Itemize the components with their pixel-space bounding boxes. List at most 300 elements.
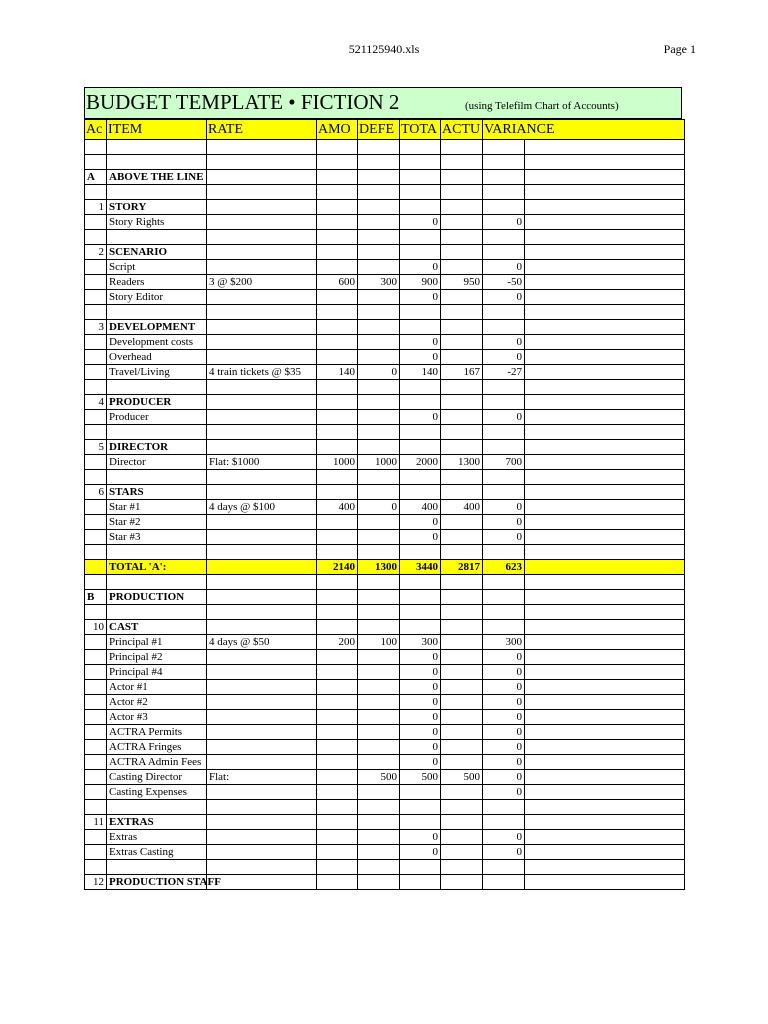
item-cell[interactable]: DEVELOPMENT [107, 320, 207, 335]
item-cell[interactable] [107, 575, 207, 590]
empty-cell[interactable] [525, 815, 685, 830]
item-cell[interactable]: Readers [107, 275, 207, 290]
amount-cell[interactable] [317, 770, 358, 785]
variance-cell[interactable]: -27 [483, 365, 525, 380]
amount-cell[interactable] [317, 320, 358, 335]
variance-cell[interactable] [483, 485, 525, 500]
deferral-cell[interactable] [358, 755, 400, 770]
account-cell[interactable] [85, 845, 107, 860]
total-cell[interactable]: 0 [400, 260, 441, 275]
col-actual-header[interactable]: ACTU [441, 120, 483, 140]
actual-cell[interactable] [441, 590, 483, 605]
deferral-cell[interactable] [358, 695, 400, 710]
deferral-cell[interactable] [358, 155, 400, 170]
amount-cell[interactable] [317, 410, 358, 425]
amount-cell[interactable] [317, 170, 358, 185]
variance-cell[interactable] [483, 815, 525, 830]
item-cell[interactable]: ACTRA Fringes [107, 740, 207, 755]
empty-cell[interactable] [525, 155, 685, 170]
total-cell[interactable]: 0 [400, 665, 441, 680]
amount-cell[interactable] [317, 185, 358, 200]
rate-cell[interactable] [207, 710, 317, 725]
variance-cell[interactable] [483, 380, 525, 395]
rate-cell[interactable]: 4 train tickets @ $35 [207, 365, 317, 380]
amount-cell[interactable]: 1000 [317, 455, 358, 470]
col-amount-header[interactable]: AMO [317, 120, 358, 140]
account-cell[interactable]: 2 [85, 245, 107, 260]
empty-cell[interactable] [525, 725, 685, 740]
deferral-cell[interactable] [358, 530, 400, 545]
total-cell[interactable]: 0 [400, 530, 441, 545]
rate-cell[interactable] [207, 755, 317, 770]
actual-cell[interactable] [441, 740, 483, 755]
amount-cell[interactable] [317, 725, 358, 740]
variance-cell[interactable]: 0 [483, 725, 525, 740]
rate-cell[interactable] [207, 875, 317, 890]
deferral-cell[interactable] [358, 230, 400, 245]
rate-cell[interactable] [207, 695, 317, 710]
rate-cell[interactable] [207, 410, 317, 425]
deferral-cell[interactable] [358, 425, 400, 440]
actual-cell[interactable] [441, 155, 483, 170]
item-cell[interactable]: STARS [107, 485, 207, 500]
variance-cell[interactable]: 700 [483, 455, 525, 470]
total-cell[interactable] [400, 815, 441, 830]
total-cell[interactable]: 0 [400, 290, 441, 305]
account-cell[interactable] [85, 410, 107, 425]
actual-cell[interactable] [441, 755, 483, 770]
account-cell[interactable] [85, 710, 107, 725]
account-cell[interactable] [85, 560, 107, 575]
amount-cell[interactable]: 140 [317, 365, 358, 380]
item-cell[interactable]: Development costs [107, 335, 207, 350]
actual-cell[interactable] [441, 200, 483, 215]
account-cell[interactable] [85, 830, 107, 845]
rate-cell[interactable]: Flat: [207, 770, 317, 785]
variance-cell[interactable]: 623 [483, 560, 525, 575]
account-cell[interactable] [85, 305, 107, 320]
empty-cell[interactable] [525, 560, 685, 575]
empty-cell[interactable] [525, 410, 685, 425]
variance-cell[interactable] [483, 620, 525, 635]
total-cell[interactable]: 0 [400, 755, 441, 770]
amount-cell[interactable] [317, 545, 358, 560]
empty-cell[interactable] [525, 710, 685, 725]
actual-cell[interactable] [441, 710, 483, 725]
rate-cell[interactable] [207, 605, 317, 620]
account-cell[interactable]: 4 [85, 395, 107, 410]
account-cell[interactable]: 12 [85, 875, 107, 890]
empty-cell[interactable] [525, 350, 685, 365]
empty-cell[interactable] [525, 755, 685, 770]
rate-cell[interactable] [207, 470, 317, 485]
item-cell[interactable]: TOTAL 'A': [107, 560, 207, 575]
empty-cell[interactable] [525, 335, 685, 350]
deferral-cell[interactable]: 500 [358, 770, 400, 785]
account-cell[interactable] [85, 635, 107, 650]
actual-cell[interactable] [441, 695, 483, 710]
empty-cell[interactable] [525, 470, 685, 485]
item-cell[interactable]: PRODUCER [107, 395, 207, 410]
rate-cell[interactable] [207, 785, 317, 800]
amount-cell[interactable] [317, 230, 358, 245]
actual-cell[interactable] [441, 410, 483, 425]
amount-cell[interactable]: 400 [317, 500, 358, 515]
rate-cell[interactable] [207, 215, 317, 230]
empty-cell[interactable] [525, 650, 685, 665]
actual-cell[interactable] [441, 650, 483, 665]
item-cell[interactable]: EXTRAS [107, 815, 207, 830]
rate-cell[interactable] [207, 260, 317, 275]
variance-cell[interactable] [483, 155, 525, 170]
total-cell[interactable]: 2000 [400, 455, 441, 470]
amount-cell[interactable] [317, 440, 358, 455]
deferral-cell[interactable] [358, 395, 400, 410]
empty-cell[interactable] [525, 875, 685, 890]
variance-cell[interactable] [483, 545, 525, 560]
item-cell[interactable]: ACTRA Admin Fees [107, 755, 207, 770]
empty-cell[interactable] [85, 140, 107, 155]
account-cell[interactable] [85, 155, 107, 170]
deferral-cell[interactable] [358, 185, 400, 200]
rate-cell[interactable] [207, 590, 317, 605]
empty-cell[interactable] [525, 215, 685, 230]
item-cell[interactable]: ABOVE THE LINE [107, 170, 207, 185]
deferral-cell[interactable] [358, 260, 400, 275]
deferral-cell[interactable] [358, 305, 400, 320]
amount-cell[interactable] [317, 605, 358, 620]
total-cell[interactable]: 140 [400, 365, 441, 380]
item-cell[interactable]: PRODUCTION [107, 590, 207, 605]
actual-cell[interactable] [441, 860, 483, 875]
total-cell[interactable]: 400 [400, 500, 441, 515]
actual-cell[interactable] [441, 530, 483, 545]
variance-cell[interactable] [483, 605, 525, 620]
amount-cell[interactable] [317, 740, 358, 755]
deferral-cell[interactable] [358, 725, 400, 740]
account-cell[interactable] [85, 860, 107, 875]
account-cell[interactable] [85, 530, 107, 545]
col-variance-header[interactable]: VARIANCE [483, 120, 685, 140]
total-cell[interactable] [400, 170, 441, 185]
rate-cell[interactable] [207, 305, 317, 320]
amount-cell[interactable] [317, 395, 358, 410]
account-cell[interactable] [85, 665, 107, 680]
variance-cell[interactable]: 0 [483, 260, 525, 275]
item-cell[interactable]: Producer [107, 410, 207, 425]
deferral-cell[interactable] [358, 215, 400, 230]
account-cell[interactable] [85, 290, 107, 305]
account-cell[interactable]: 6 [85, 485, 107, 500]
empty-cell[interactable] [525, 395, 685, 410]
item-cell[interactable] [107, 470, 207, 485]
deferral-cell[interactable] [358, 875, 400, 890]
account-cell[interactable] [85, 335, 107, 350]
amount-cell[interactable] [317, 380, 358, 395]
empty-cell[interactable] [525, 545, 685, 560]
item-cell[interactable]: Star #1 [107, 500, 207, 515]
account-cell[interactable] [85, 350, 107, 365]
variance-cell[interactable]: -50 [483, 275, 525, 290]
deferral-cell[interactable] [358, 845, 400, 860]
actual-cell[interactable] [441, 785, 483, 800]
account-cell[interactable] [85, 260, 107, 275]
deferral-cell[interactable]: 1000 [358, 455, 400, 470]
col-total-header[interactable]: TOTA [400, 120, 441, 140]
variance-cell[interactable] [483, 440, 525, 455]
empty-cell[interactable] [525, 680, 685, 695]
total-cell[interactable]: 500 [400, 770, 441, 785]
deferral-cell[interactable] [358, 800, 400, 815]
item-cell[interactable]: Director [107, 455, 207, 470]
total-cell[interactable] [400, 470, 441, 485]
rate-cell[interactable]: Flat: $1000 [207, 455, 317, 470]
amount-cell[interactable] [317, 590, 358, 605]
empty-cell[interactable] [317, 140, 358, 155]
item-cell[interactable]: Extras Casting [107, 845, 207, 860]
empty-cell[interactable] [483, 140, 525, 155]
total-cell[interactable] [400, 320, 441, 335]
total-cell[interactable]: 0 [400, 725, 441, 740]
total-cell[interactable]: 3440 [400, 560, 441, 575]
variance-cell[interactable]: 0 [483, 830, 525, 845]
amount-cell[interactable] [317, 485, 358, 500]
actual-cell[interactable] [441, 605, 483, 620]
item-cell[interactable] [107, 545, 207, 560]
variance-cell[interactable] [483, 245, 525, 260]
deferral-cell[interactable] [358, 410, 400, 425]
amount-cell[interactable] [317, 650, 358, 665]
variance-cell[interactable]: 0 [483, 410, 525, 425]
item-cell[interactable]: Actor #3 [107, 710, 207, 725]
account-cell[interactable]: B [85, 590, 107, 605]
deferral-cell[interactable] [358, 200, 400, 215]
actual-cell[interactable] [441, 635, 483, 650]
item-cell[interactable]: Story Editor [107, 290, 207, 305]
total-cell[interactable] [400, 575, 441, 590]
empty-cell[interactable] [525, 230, 685, 245]
item-cell[interactable] [107, 605, 207, 620]
empty-cell[interactable] [525, 845, 685, 860]
amount-cell[interactable] [317, 350, 358, 365]
actual-cell[interactable] [441, 260, 483, 275]
empty-cell[interactable] [525, 590, 685, 605]
item-cell[interactable] [107, 425, 207, 440]
empty-cell[interactable] [525, 185, 685, 200]
rate-cell[interactable] [207, 800, 317, 815]
deferral-cell[interactable] [358, 575, 400, 590]
deferral-cell[interactable] [358, 350, 400, 365]
item-cell[interactable]: Principal #2 [107, 650, 207, 665]
empty-cell[interactable] [525, 740, 685, 755]
rate-cell[interactable]: 4 days @ $50 [207, 635, 317, 650]
actual-cell[interactable] [441, 440, 483, 455]
deferral-cell[interactable] [358, 245, 400, 260]
deferral-cell[interactable] [358, 620, 400, 635]
total-cell[interactable] [400, 155, 441, 170]
empty-cell[interactable] [525, 140, 685, 155]
variance-cell[interactable] [483, 185, 525, 200]
total-cell[interactable] [400, 620, 441, 635]
total-cell[interactable] [400, 380, 441, 395]
empty-cell[interactable] [525, 605, 685, 620]
account-cell[interactable] [85, 575, 107, 590]
amount-cell[interactable] [317, 755, 358, 770]
account-cell[interactable] [85, 425, 107, 440]
actual-cell[interactable] [441, 350, 483, 365]
empty-cell[interactable] [525, 290, 685, 305]
variance-cell[interactable] [483, 305, 525, 320]
empty-cell[interactable] [525, 770, 685, 785]
amount-cell[interactable] [317, 425, 358, 440]
empty-cell[interactable] [525, 425, 685, 440]
variance-cell[interactable]: 0 [483, 290, 525, 305]
account-cell[interactable] [85, 215, 107, 230]
rate-cell[interactable] [207, 575, 317, 590]
deferral-cell[interactable]: 300 [358, 275, 400, 290]
total-cell[interactable] [400, 305, 441, 320]
empty-cell[interactable] [525, 830, 685, 845]
actual-cell[interactable] [441, 230, 483, 245]
empty-cell[interactable] [525, 440, 685, 455]
deferral-cell[interactable] [358, 710, 400, 725]
variance-cell[interactable]: 0 [483, 740, 525, 755]
account-cell[interactable] [85, 650, 107, 665]
account-cell[interactable] [85, 545, 107, 560]
deferral-cell[interactable] [358, 170, 400, 185]
deferral-cell[interactable]: 100 [358, 635, 400, 650]
rate-cell[interactable] [207, 815, 317, 830]
actual-cell[interactable] [441, 320, 483, 335]
rate-cell[interactable] [207, 200, 317, 215]
item-cell[interactable]: Travel/Living [107, 365, 207, 380]
item-cell[interactable]: ACTRA Permits [107, 725, 207, 740]
actual-cell[interactable] [441, 830, 483, 845]
actual-cell[interactable] [441, 395, 483, 410]
empty-cell[interactable] [525, 275, 685, 290]
actual-cell[interactable]: 400 [441, 500, 483, 515]
actual-cell[interactable]: 167 [441, 365, 483, 380]
actual-cell[interactable] [441, 515, 483, 530]
deferral-cell[interactable] [358, 740, 400, 755]
rate-cell[interactable] [207, 170, 317, 185]
empty-cell[interactable] [525, 485, 685, 500]
rate-cell[interactable] [207, 545, 317, 560]
account-cell[interactable] [85, 185, 107, 200]
account-cell[interactable]: 3 [85, 320, 107, 335]
total-cell[interactable]: 0 [400, 335, 441, 350]
empty-cell[interactable] [525, 620, 685, 635]
amount-cell[interactable] [317, 335, 358, 350]
total-cell[interactable] [400, 200, 441, 215]
actual-cell[interactable] [441, 425, 483, 440]
account-cell[interactable] [85, 230, 107, 245]
rate-cell[interactable] [207, 560, 317, 575]
account-cell[interactable] [85, 365, 107, 380]
rate-cell[interactable] [207, 335, 317, 350]
amount-cell[interactable] [317, 620, 358, 635]
item-cell[interactable]: Extras [107, 830, 207, 845]
rate-cell[interactable] [207, 245, 317, 260]
deferral-cell[interactable]: 1300 [358, 560, 400, 575]
actual-cell[interactable] [441, 665, 483, 680]
amount-cell[interactable] [317, 845, 358, 860]
total-cell[interactable] [400, 440, 441, 455]
variance-cell[interactable]: 0 [483, 755, 525, 770]
empty-cell[interactable] [525, 200, 685, 215]
empty-cell[interactable] [525, 455, 685, 470]
amount-cell[interactable] [317, 695, 358, 710]
rate-cell[interactable] [207, 290, 317, 305]
account-cell[interactable] [85, 755, 107, 770]
rate-cell[interactable]: 4 days @ $100 [207, 500, 317, 515]
actual-cell[interactable] [441, 215, 483, 230]
variance-cell[interactable] [483, 230, 525, 245]
account-cell[interactable] [85, 515, 107, 530]
total-cell[interactable]: 0 [400, 410, 441, 425]
deferral-cell[interactable] [358, 515, 400, 530]
rate-cell[interactable] [207, 740, 317, 755]
rate-cell[interactable] [207, 830, 317, 845]
account-cell[interactable] [85, 455, 107, 470]
account-cell[interactable] [85, 785, 107, 800]
rate-cell[interactable] [207, 380, 317, 395]
variance-cell[interactable] [483, 320, 525, 335]
total-cell[interactable] [400, 605, 441, 620]
item-cell[interactable]: Actor #2 [107, 695, 207, 710]
variance-cell[interactable]: 0 [483, 215, 525, 230]
rate-cell[interactable] [207, 230, 317, 245]
deferral-cell[interactable] [358, 680, 400, 695]
item-cell[interactable]: DIRECTOR [107, 440, 207, 455]
total-cell[interactable] [400, 245, 441, 260]
amount-cell[interactable] [317, 470, 358, 485]
account-cell[interactable] [85, 605, 107, 620]
account-cell[interactable]: 10 [85, 620, 107, 635]
variance-cell[interactable] [483, 875, 525, 890]
deferral-cell[interactable] [358, 545, 400, 560]
amount-cell[interactable] [317, 155, 358, 170]
account-cell[interactable]: 1 [85, 200, 107, 215]
amount-cell[interactable] [317, 515, 358, 530]
actual-cell[interactable]: 1300 [441, 455, 483, 470]
variance-cell[interactable]: 0 [483, 530, 525, 545]
total-cell[interactable] [400, 860, 441, 875]
rate-cell[interactable] [207, 320, 317, 335]
account-cell[interactable] [85, 800, 107, 815]
variance-cell[interactable] [483, 425, 525, 440]
actual-cell[interactable]: 500 [441, 770, 483, 785]
item-cell[interactable]: Actor #1 [107, 680, 207, 695]
deferral-cell[interactable] [358, 380, 400, 395]
amount-cell[interactable] [317, 830, 358, 845]
item-cell[interactable]: Story Rights [107, 215, 207, 230]
item-cell[interactable] [107, 380, 207, 395]
actual-cell[interactable] [441, 875, 483, 890]
rate-cell[interactable] [207, 185, 317, 200]
actual-cell[interactable] [441, 305, 483, 320]
actual-cell[interactable] [441, 800, 483, 815]
total-cell[interactable]: 300 [400, 635, 441, 650]
actual-cell[interactable] [441, 245, 483, 260]
empty-cell[interactable] [525, 500, 685, 515]
empty-cell[interactable] [441, 140, 483, 155]
rate-cell[interactable] [207, 620, 317, 635]
rate-cell[interactable] [207, 515, 317, 530]
variance-cell[interactable] [483, 470, 525, 485]
item-cell[interactable]: PRODUCTION STAFF [107, 875, 207, 890]
variance-cell[interactable]: 0 [483, 335, 525, 350]
